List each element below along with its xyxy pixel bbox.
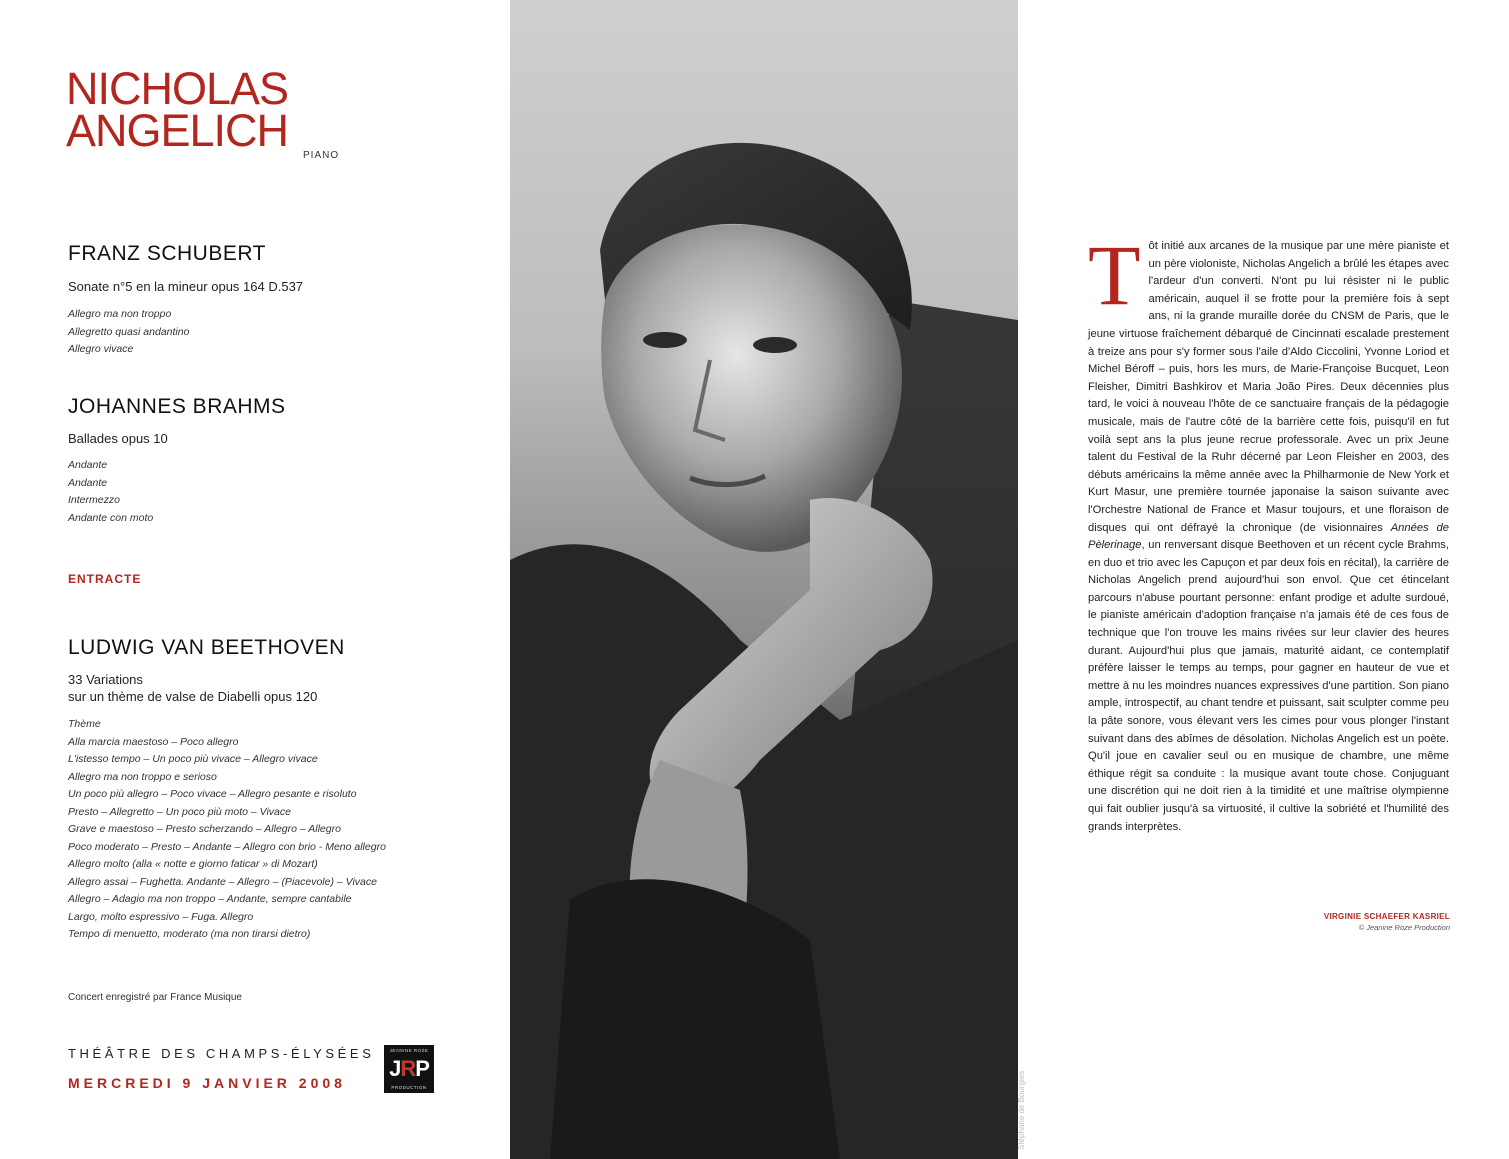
- composer-beethoven: LUDWIG VAN BEETHOVEN: [68, 636, 345, 659]
- biography-copyright: © Jeanine Roze Production: [1358, 923, 1450, 932]
- movement: Allegro ma non troppo e serioso: [68, 770, 217, 783]
- movement: Intermezzo: [68, 494, 120, 506]
- movement: Presto – Allegretto – Un poco più moto – Vivace: [68, 805, 291, 818]
- movement: Thème: [68, 718, 101, 730]
- left-eye: [643, 332, 687, 348]
- logo-bottom-text: PRODUCTION: [391, 1085, 427, 1090]
- composer-schubert: FRANZ SCHUBERT: [68, 242, 266, 265]
- album-title: Années de Pèlerinage: [1088, 521, 1449, 552]
- movements-brahms: [68, 457, 153, 527]
- concert-date: MERCREDI 9 JANVIER 2008: [68, 1075, 346, 1091]
- movement: Allegro vivace: [68, 343, 134, 355]
- logo-mark-p: P: [415, 1056, 429, 1081]
- movement: Allegretto quasi andantino: [68, 325, 190, 338]
- movements-schubert: [68, 306, 189, 359]
- movement: Un poco più allegro – Poco vivace – Allegro pesante e risoluto: [68, 788, 357, 800]
- movement: Tempo di menuetto, moderato (ma non tirarsi dietro): [68, 928, 311, 940]
- biography-body: ôt initié aux arcanes de la musique par une mère pianiste et un père violoniste, Nicholas Angelich a brûlé les étapes avec l'ardeur d'un converti. N'ont pu lui résister ni le public américain, auquel il se frotte pour la première fois à sept ans, ni la grande muraille dorée du CNSM de Paris, que le jeune virtuose fraîchement débarqué de Cincinnati escalade prestement à treize ans pour s'y former sous l'aile d'Aldo Ciccolini, Yvonne Loriod et Michel Béroff – puis, hors les murs, de Marie-Françoise Bucquet, Leon Fleisher, Dimitri Bashkirov et Maria João Pires. Deux décennies plus tard, le voici à nouveau l'hôte de ce sanctuaire français de la pédagogie musicale, mais de l'autre côté de la barrière cette fois, puisqu'il en fut voilà sept ans la plus jeune recrue professorale. Avec un prix Jeune talent du Festival de la Ruhr décerné par Leon Fleisher en 2003, des débuts américains la même année avec la Philharmonie de New York et Kurt Masur, une première tournée japonaise la saison suivante avec l'Orchestre National de France et Masur toujours, et une floraison de disques qui ont défrayé la chronique (de visionnaires: [1088, 240, 1449, 534]
- program-panel: [0, 0, 510, 1159]
- jeanine-roze-production-logo: [384, 1045, 434, 1093]
- biography-text: [1088, 227, 1449, 836]
- movements-beethoven: [68, 716, 386, 944]
- movement: Andante: [68, 459, 108, 471]
- artist-instrument: PIANO: [303, 150, 340, 161]
- movement: Alla marcia maestoso – Poco allegro: [68, 735, 239, 748]
- movement: L'istesso tempo – Un poco più vivace – Allegro vivace: [68, 753, 318, 765]
- biography-body-end: , un renversant disque Beethoven et un récent cycle Brahms, en duo et trio avec les Capuçon et par deux fois en récital), la carrière de Nicholas Angelich prend aujourd'hui son envol. Que cet étincelant parcours n'abuse pourtant personne: enfant prodige et adulte surdoué, le pianiste américain d'adoption française n'a jamais été de ces fous de technique que l'on trouve les mains rivées sur leur clavier des heures durant. Aujourd'hui plus que jamais, maturité aidant, ce contemplatif préfère laisser le temps au temps, pour gagner en hauteur de vue et mettre à nu les moindres nuances expressives d'une partition. Son piano ample, introspectif, au chant tendre et puissant, sait sculpter comme peu la pâte sonore, vous élevant vers les cimes pour vous plonger l'instant suivant dans des abîmes de désolation. Nicholas Angelich est un poète. Qu'il joue en cavalier seul ou en musique de chambre, une même éthique régit sa conduite : la musique avant toute chose. Conjuguant une discrétion qui ne doit rien à la timidité et une maîtrise olympienne qui fait oublier jusqu'à sa virtuosité, il cultive la sobriété et l'humilité des grands interprètes.: [1088, 539, 1449, 833]
- photo-credit: Stéphane de Bourgies: [1017, 1070, 1026, 1150]
- work-schubert: Sonate n°5 en la mineur opus 164 D.537: [68, 279, 304, 294]
- work-subtitle: sur un thème de valse de Diabelli opus 120: [68, 689, 318, 704]
- artist-portrait-photo: [510, 0, 1026, 1159]
- movement: Andante con moto: [68, 511, 154, 524]
- logo-mark-j: J: [389, 1056, 401, 1081]
- broadcast-note: Concert enregistré par France Musique: [68, 992, 242, 1003]
- movement: Poco moderato – Presto – Andante – Allegro con brio - Meno allegro: [68, 840, 386, 853]
- work-title: 33 Variations: [68, 672, 143, 687]
- movement: Allegro assai – Fughetta. Andante – Allegro – (Piacevole) – Vivace: [68, 875, 377, 888]
- artist-last-name: ANGELICH: [66, 105, 289, 156]
- intermission-label: ENTRACTE: [68, 572, 142, 586]
- movement: Allegro – Adagio ma non troppo – Andante, sempre cantabile: [68, 893, 352, 905]
- biography-author: VIRGINIE SCHAEFER KASRIEL: [1323, 912, 1450, 921]
- logo-mark: [384, 1056, 434, 1082]
- movement: Allegro ma non troppo: [68, 308, 172, 320]
- venue: THÉÂTRE DES CHAMPS-ÉLYSÉES: [68, 1046, 375, 1061]
- right-eye: [753, 337, 797, 353]
- artist-name: [66, 63, 289, 156]
- movement: Grave e maestoso – Presto scherzando – Allegro – Allegro: [68, 823, 341, 835]
- movement: Andante: [68, 476, 108, 489]
- drop-cap: T: [1088, 227, 1141, 323]
- work-brahms: Ballades opus 10: [68, 431, 168, 446]
- logo-mark-r: R: [400, 1056, 416, 1081]
- artist-first-name: NICHOLAS: [66, 63, 289, 114]
- portrait-illustration: [510, 0, 1018, 1159]
- work-beethoven: [68, 671, 317, 705]
- movement: Allegro molto (alla « notte e giorno faticar » di Mozart): [68, 858, 318, 870]
- composer-brahms: JOHANNES BRAHMS: [68, 395, 286, 418]
- movement: Largo, molto espressivo – Fuga. Allegro: [68, 910, 254, 923]
- logo-top-text: JEANINE ROZE: [389, 1048, 429, 1053]
